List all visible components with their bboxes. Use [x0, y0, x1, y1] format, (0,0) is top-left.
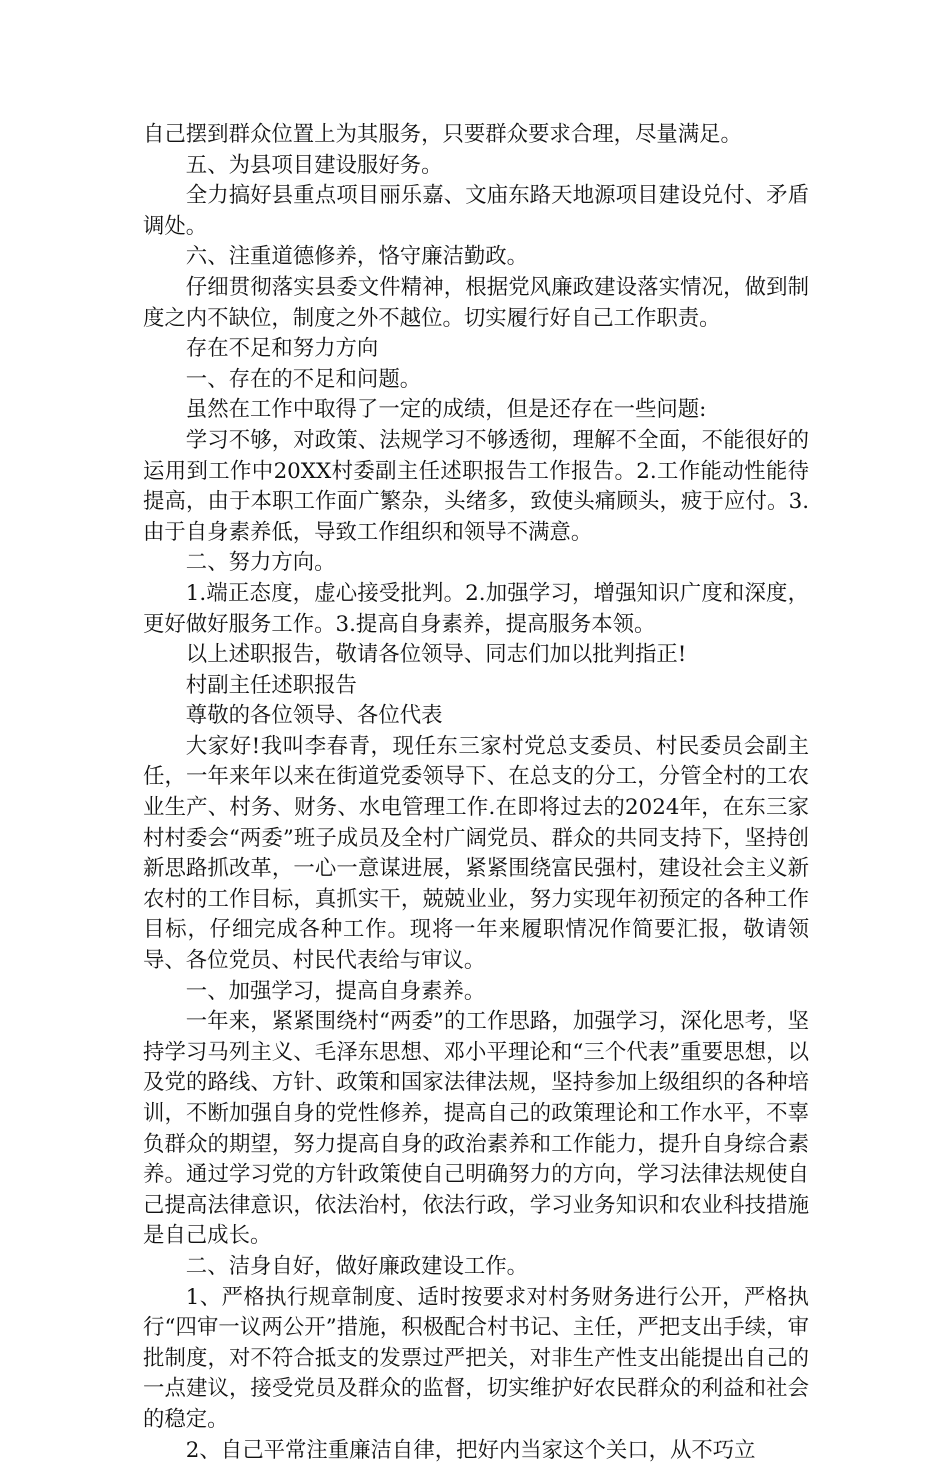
paragraph-project-service: 全力搞好县重点项目丽乐嘉、文庙东路天地源项目建设兑付、矛盾调处。 [143, 183, 809, 239]
section-heading-5: 五、为县项目建设服好务。 [185, 152, 443, 178]
paragraph-problems-list: 学习不够，对政策、法规学习不够透彻，理解不全面，不能很好的运用到工作中20XX村委副主任述职报告工作报告。2.工作能动性能待提高，由于本职工作面广繁杂，头绪多，致使头痛顾头，疲于应付。3.由于自身素养低，导致工作组织和领导不满意。 [143, 427, 809, 545]
paragraph-continuation: 自己摆到群众位置上为其服务，只要群众要求合理，尽量满足。 [143, 122, 742, 147]
section-heading-6: 六、注重道德修养，恪守廉洁勤政。 [185, 244, 529, 270]
paragraph-integrity-1: 1、严格执行规章制度、适时按要求对村务财务进行公开，严格执行“四审一议两公开”措施，积极配合村书记、主任，严把支出手续，审批制度，对不符合抵支的发票过严把关，对非生产性支出能提出自己的一点建议，接受党员及群众的监督，切实维护好农民群众的利益和社会的稳定。 [143, 1284, 809, 1432]
document-page [143, 120, 809, 1466]
paragraph-ethics: 仔细贯彻落实县委文件精神，根据党风廉政建设落实情况，做到制度之内不缺位，制度之外不越位。切实履行好自己工作职责。 [143, 274, 809, 331]
paragraph-problems-intro: 虽然在工作中取得了一定的成绩，但是还存在一些问题: [185, 397, 707, 423]
paragraph-study: 一年来，紧紧围绕村“两委”的工作思路，加强学习，深化思考，坚持学习马列主义、毛泽东思想、邓小平理论和“三个代表”重要思想，以及党的路线、方针、政策和国家法律法规，坚持参加上级组织的各种培训，不断加强自身的党性修养，提高自己的政策理论和工作水平，不辜负群众的期望，努力提高自身的政治素养和工作能力，提升自身综合素养。通过学习党的方针政策使自己明确努力的方向，学习法律法规使自己提高法律意识，依法治村，依法行政，学习业务知识和农业科技措施是自己成长。 [143, 1009, 809, 1249]
section-heading-study: 一、加强学习，提高自身素养。 [185, 978, 486, 1004]
section-heading-direction: 二、努力方向。 [185, 550, 336, 576]
section-heading-integrity: 二、洁身自好，做好廉政建设工作。 [185, 1253, 529, 1279]
paragraph-closing: 以上述职报告，敬请各位领导、同志们加以批判指正! [185, 642, 687, 668]
paragraph-introduction: 大家好!我叫李春青，现任东三家村党总支委员、村民委员会副主任，一年来年以来在街道党委领导下、在总支的分工，分管全村的工农业生产、村务、财务、水电管理工作.在即将过去的2024年，在东三家村村委会“两委”班子成员及全村广阔党员、群众的共同支持下，坚持创新思路抓改革，一心一意谋进展，紧紧围绕富民强村，建设社会主义新农村的工作目标，真抓实干，兢兢业业，努力实现年初预定的各种工作目标，仔细完成各种工作。现将一年来履职情况作简要汇报，敬请领导、各位党员、村民代表给与审议。 [143, 733, 809, 974]
subheading-shortcomings: 存在不足和努力方向 [185, 336, 379, 362]
section-heading-problems: 一、存在的不足和问题。 [185, 366, 422, 392]
salutation: 尊敬的各位领导、各位代表 [185, 703, 443, 729]
paragraph-integrity-2: 2、自己平常注重廉洁自律，把好内当家这个关口，从不巧立 [185, 1437, 756, 1463]
paragraph-direction-list: 1.端正态度，虚心接受批判。2.加强学习，增强知识广度和深度，更好做好服务工作。3.提高自身素养，提高服务本领。 [143, 580, 809, 637]
report-title: 村副主任述职报告 [185, 672, 357, 698]
